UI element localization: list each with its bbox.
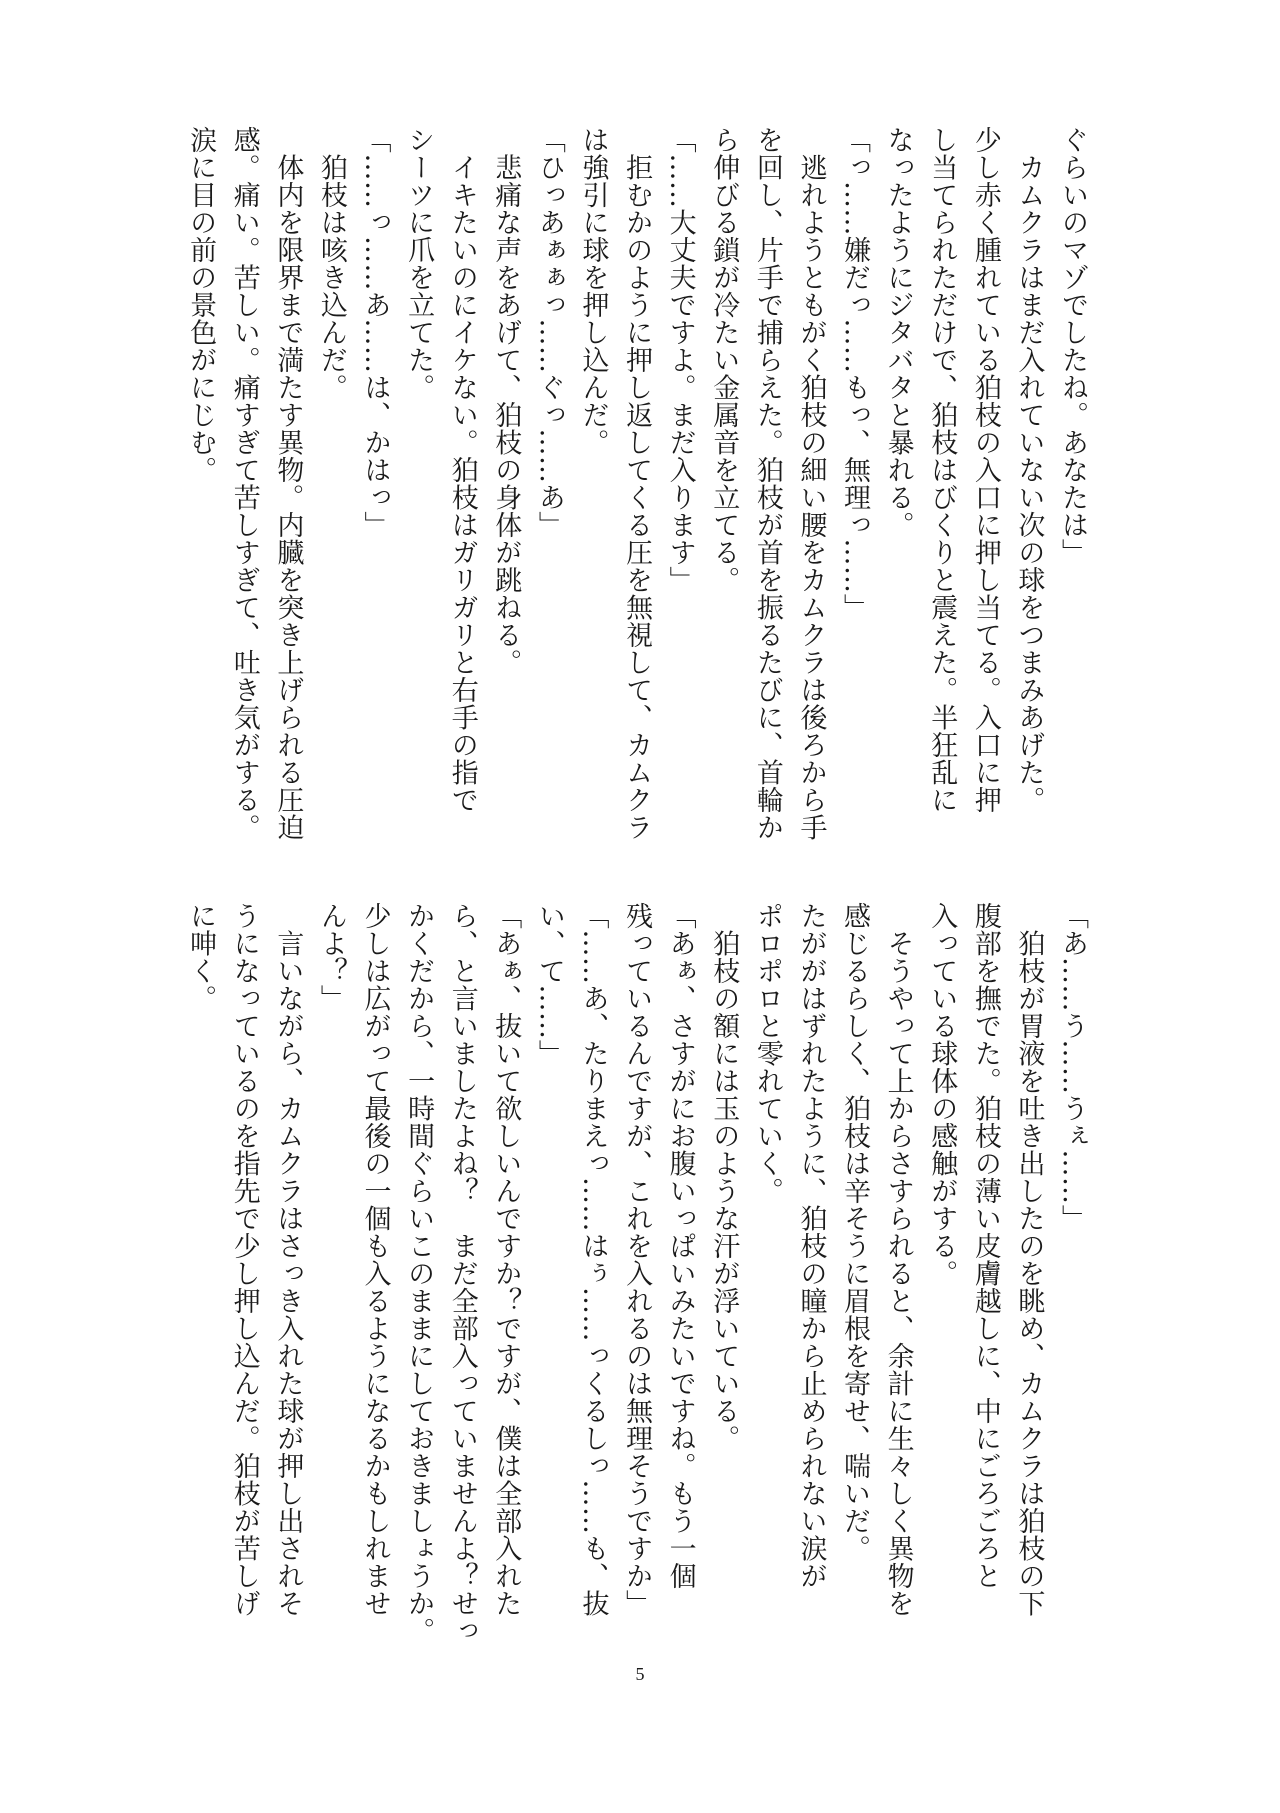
text-line: を回し、片手で捕らえた。狛枝が首を振るたびに、首輪か [751, 126, 783, 841]
text-line: カムクラはまだ入れていない次の球をつまみあげた。 [1013, 126, 1045, 814]
text-line: 体内を限界まで満たす異物。内臓を突き上げられる圧迫 [272, 126, 304, 841]
text-line: 狛枝が胃液を吐き出したのを眺め、カムクラは狛枝の下 [1013, 902, 1045, 1617]
text-line: 少し赤く腫れている狛枝の入口に押し当てる。入口に押 [969, 126, 1001, 814]
text-block-top [179, 126, 1094, 841]
text-line: そうやって上からさすられると、余計に生々しく異物を [882, 902, 914, 1617]
text-line: んよ？」 [315, 902, 347, 1012]
text-line: 「っ……嫌だっ……もっ、無理っ……」 [839, 126, 871, 621]
text-line: 悲痛な声をあげて、狛枝の身体が跳ねる。 [490, 126, 522, 676]
text-line: 言いながら、カムクラはさっき入れた球が押し出されそ [272, 902, 304, 1617]
text-line: 狛枝の額には玉のような汗が浮いている。 [708, 902, 740, 1452]
text-line: かくだから、一時間ぐらいこのままにしておきましょうか。 [403, 902, 435, 1645]
text-line: 腹部を撫でた。狛枝の薄い皮膚越しに、中にごろごろと [969, 902, 1001, 1590]
text-line: ポロポロと零れていく。 [751, 902, 783, 1205]
text-line: 「あぁ、抜いて欲しいんですか？ですが、僕は全部入れた [490, 902, 522, 1617]
text-line: ら伸びる鎖が冷たい金属音を立てる。 [708, 126, 740, 594]
text-line: ら、と言いましたよね？ まだ全部入っていませんよ？せっ [446, 902, 478, 1645]
page-number: 5 [635, 1664, 645, 1684]
text-line: 拒むかのように押し返してくる圧を無視して、カムクラ [621, 126, 653, 841]
text-line: 感。痛い。苦しい。痛すぎて苦しすぎて、吐き気がする。 [228, 126, 260, 841]
text-line: は強引に球を押し込んだ。 [577, 126, 609, 456]
text-line: 「あ……う……うぇ……」 [1057, 902, 1088, 1232]
text-line: ぐらいのマゾでしたね。あなたは」 [1057, 126, 1088, 566]
text-line: 少しは広がって最後の一個も入るようになるかもしれませ [359, 902, 391, 1617]
text-line: 「あぁ、さすがにお腹いっぱいみたいですね。もう一個 [664, 902, 696, 1590]
text-line: 「……大丈夫ですよ。まだ入ります」 [664, 126, 696, 594]
text-line: うになっているのを指先で少し押し込んだ。狛枝が苦しげ [228, 902, 260, 1617]
text-block-bottom [179, 902, 1094, 1645]
text-line: 涙に目の前の景色がにじむ。 [185, 126, 217, 484]
text-line: イキたいのにイケない。狛枝はガリガリと右手の指で [446, 126, 478, 814]
text-line: 「……あ、たりまえっ……はぅ……っくるしっ……も、抜 [577, 902, 609, 1617]
text-line: 「ひっあぁぁっ……ぐっ……あ」 [533, 126, 565, 539]
text-line: 入っている球体の感触がする。 [926, 902, 958, 1287]
text-line: 狛枝は咳き込んだ。 [315, 126, 347, 401]
text-line: い、て……」 [533, 902, 565, 1067]
text-line: 「……っ……あ……は、かはっ」 [359, 126, 391, 539]
text-line: 感じるらしく、狛枝は辛そうに眉根を寄せ、喘いだ。 [839, 902, 871, 1562]
text-line: なったようにジタバタと暴れる。 [882, 126, 914, 539]
text-line: 残っているんですが、これを入れるのは無理そうですか」 [621, 902, 653, 1617]
text-line: 逃れようともがく狛枝の細い腰をカムクラは後ろから手 [795, 126, 827, 841]
text-line: に呻く。 [185, 902, 217, 1012]
text-line: シーツに爪を立てた。 [403, 126, 435, 401]
text-line: たががはずれたように、狛枝の瞳から止められない涙が [795, 902, 827, 1590]
text-line: し当てられただけで、狛枝はびくりと震えた。半狂乱に [926, 126, 958, 814]
